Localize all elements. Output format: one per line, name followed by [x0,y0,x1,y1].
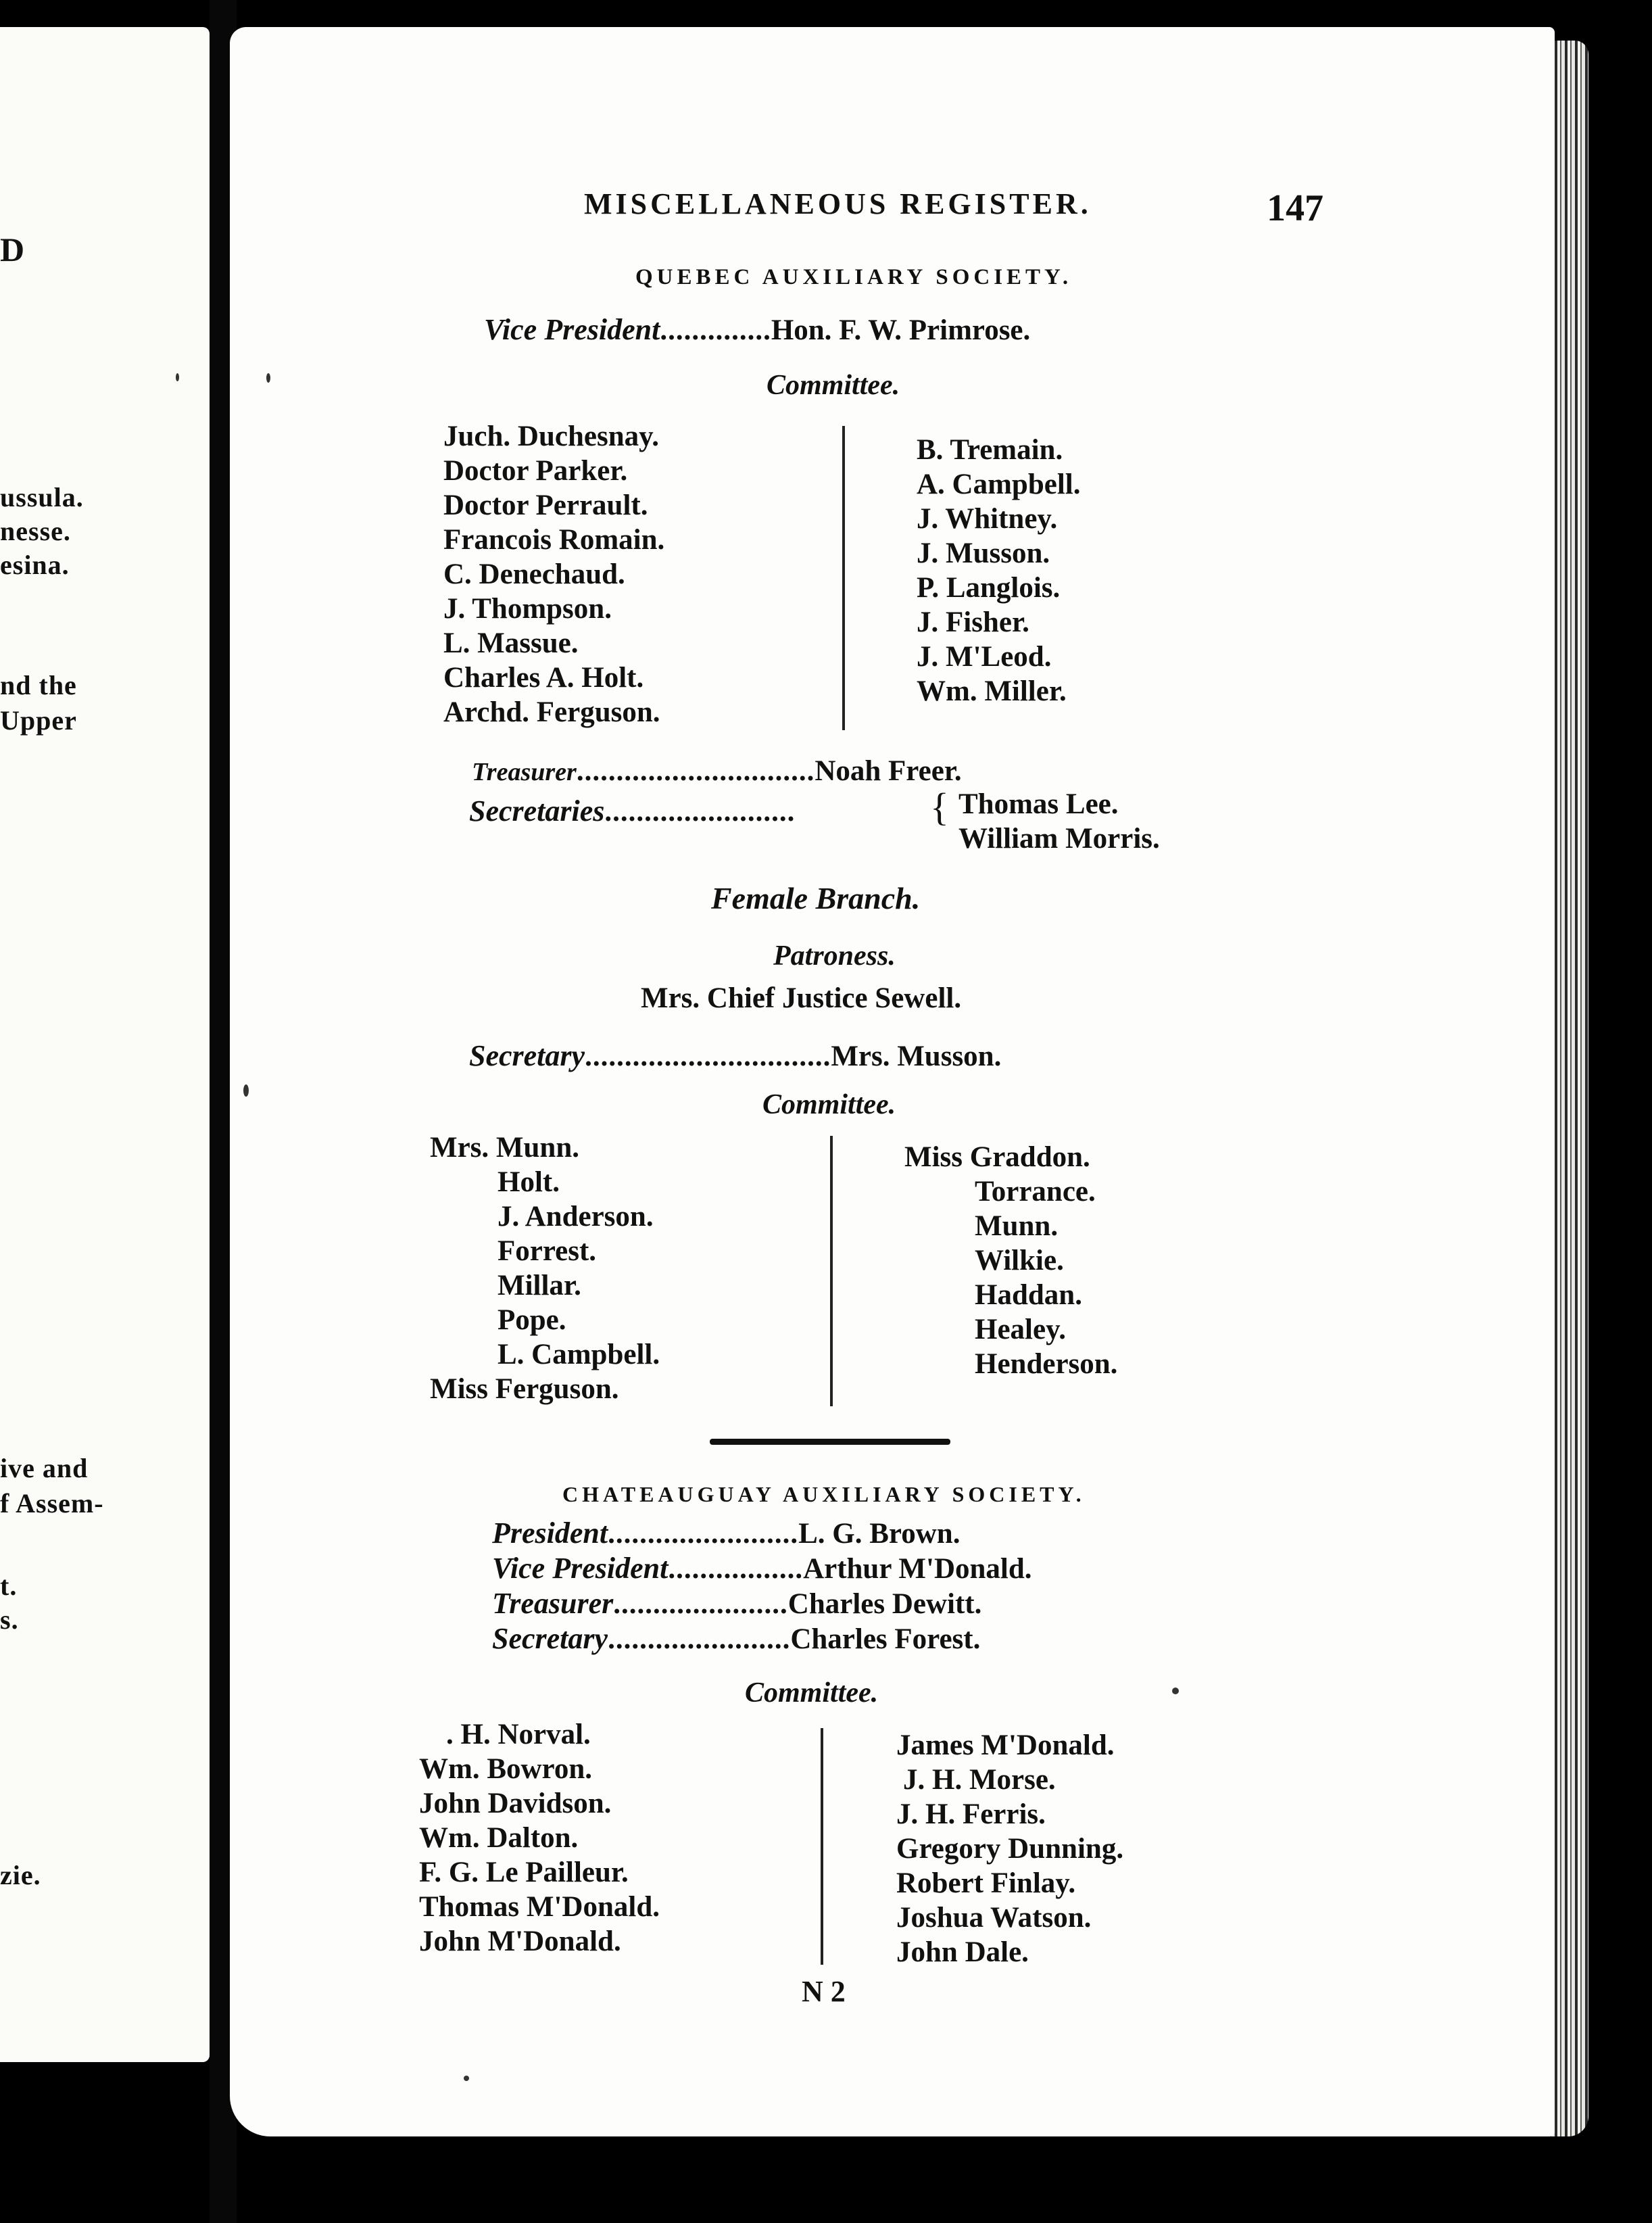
section-separator [710,1439,950,1445]
chateauguay-officer-line [492,1516,960,1550]
committee-member: Healey. [975,1314,1066,1345]
facing-page-text: f Assem- [0,1488,104,1519]
facing-page-text: ive and [0,1453,89,1483]
committee-member: Munn. [975,1210,1059,1242]
officer-label: President [492,1516,608,1550]
officer-name: L. G. Brown. [798,1518,961,1550]
facing-page-text: zie. [0,1860,41,1890]
committee-member: J. Fisher. [917,606,1029,638]
leader-dots: ........................ [604,796,796,828]
committee-member: J. M'Leod. [917,641,1052,673]
facing-page-text: s. [0,1604,19,1635]
committee-member: Mrs. Munn. [430,1132,579,1164]
patroness-name: Mrs. Chief Justice Sewell. [641,982,962,1014]
brace-symbol: { [930,785,949,829]
facing-page-text: nesse. [0,516,71,546]
chateauguay-officer-line [492,1621,980,1656]
committee-member: Pope. [497,1304,566,1336]
leader-dots: ........................ [608,1518,799,1550]
treasurer-label: Treasurer [472,758,577,786]
leader-dots: ....................... [608,1623,791,1655]
committee-member: L. Massue. [443,627,579,659]
officer-name: Arthur M'Donald. [803,1553,1032,1585]
committee-member: James M'Donald. [896,1729,1115,1761]
committee-member: Miss Graddon. [904,1141,1090,1173]
committee-member: J. H. Ferris. [896,1798,1046,1830]
committee-member: J. H. Morse. [903,1764,1056,1796]
leader-dots: ............................... [585,1041,831,1072]
committee-member: Doctor Parker. [443,455,628,487]
quebec-committee-right [917,433,1080,709]
committee-member: Archd. Ferguson. [443,696,660,728]
scan-speck [266,373,270,383]
quebec-society-title: QUEBEC AUXILIARY SOCIETY. [635,265,1073,289]
committee-member: . H. Norval. [446,1719,591,1750]
committee-member: Torrance. [975,1176,1096,1208]
facing-page-fragment [0,27,210,2062]
committee-member: Miss Ferguson. [430,1373,619,1405]
committee-member: Francois Romain. [443,524,665,556]
officer-label: Secretary [492,1622,608,1655]
committee-member: P. Langlois. [917,572,1061,604]
treasurer-name: Noah Freer. [815,755,962,787]
facing-page-text: ussula. [0,482,84,512]
committee-member: Gregory Dunning. [896,1833,1124,1865]
column-divider [842,426,845,730]
committee-member: Doctor Perrault. [443,489,648,521]
committee-member: Henderson. [975,1348,1118,1380]
female-secretary-line [469,1038,1001,1073]
committee-heading: Committee. [745,1677,879,1708]
chateauguay-committee-left [419,1717,660,1959]
leader-dots: ................. [668,1553,804,1585]
committee-member: Thomas M'Donald. [419,1891,660,1923]
committee-member: Wm. Dalton. [419,1822,579,1854]
secretary-name: Thomas Lee. [958,788,1119,820]
facing-page-text: nd the [0,670,77,700]
committee-member: Millar. [497,1270,581,1301]
officer-label: Treasurer [492,1587,614,1620]
secretaries-names [958,787,1160,856]
officer-label: Vice President [492,1552,669,1585]
secretary-label: Secretary [469,1039,585,1072]
facing-page-text: t. [0,1571,18,1601]
scan-speck [243,1084,249,1097]
leader-dots: .............................. [576,755,815,787]
column-divider [830,1136,833,1406]
committee-member: J. Thompson. [443,593,612,625]
committee-member: Charles A. Holt. [443,662,644,694]
committee-member: Juch. Duchesnay. [443,421,659,452]
committee-member: John M'Donald. [419,1926,621,1957]
secretaries-label: Secretaries [469,794,605,828]
committee-member: B. Tremain. [917,434,1063,466]
committee-member: J. Anderson. [497,1201,654,1233]
chateauguay-society-title: CHATEAUGUAY AUXILIARY SOCIETY. [562,1482,1086,1506]
committee-member: Haddan. [975,1279,1082,1311]
leader-dots: .............. [660,314,771,346]
facing-page-text: D [0,231,26,268]
committee-member: L. Campbell. [497,1339,660,1370]
committee-member: J. Whitney. [917,503,1058,535]
committee-member: Wm. Miller. [917,675,1067,707]
committee-heading: Committee. [762,1089,896,1120]
scan-speck [464,2076,469,2081]
committee-member: Holt. [497,1166,560,1198]
committee-member: C. Denechaud. [443,558,625,590]
facing-page-text: esina. [0,550,70,580]
patroness-heading: Patroness. [773,940,896,972]
committee-member: A. Campbell. [917,469,1081,500]
scan-speck [1172,1688,1179,1694]
committee-member: Wilkie. [975,1245,1064,1276]
printer-signature: N 2 [802,1975,846,2008]
female-branch-heading: Female Branch. [711,881,921,915]
quebec-committee-left [443,419,664,730]
page-number: 147 [1267,187,1323,229]
chateauguay-officer-line [492,1551,1032,1585]
quebec-secretaries-line [469,794,795,828]
committee-member: Robert Finlay. [896,1867,1076,1899]
officer-name: Charles Forest. [790,1623,981,1655]
quebec-vice-president-line [484,312,1030,347]
chateauguay-committee-right [896,1728,1123,1969]
column-divider [821,1728,823,1965]
scan-speck [176,373,179,381]
committee-member: F. G. Le Pailleur. [419,1857,629,1888]
running-title: MISCELLANEOUS REGISTER. [584,187,1092,220]
facing-page-text: Upper [0,705,77,736]
committee-member: J. Musson. [917,537,1050,569]
leader-dots: ...................... [613,1588,788,1620]
committee-member: John Davidson. [419,1788,612,1819]
secretary-name: William Morris. [958,823,1160,855]
vice-president-name: Hon. F. W. Primrose. [771,314,1031,346]
committee-heading: Committee. [767,370,900,401]
committee-member: Forrest. [497,1235,597,1267]
committee-member: Wm. Bowron. [419,1753,593,1785]
female-committee-right [904,1140,1117,1381]
officer-name: Charles Dewitt. [787,1588,982,1620]
secretary-name: Mrs. Musson. [831,1041,1002,1072]
chateauguay-officer-line [492,1586,981,1621]
committee-member: Joshua Watson. [896,1902,1092,1934]
female-committee-left [430,1130,660,1406]
vice-president-label: Vice President [484,313,660,346]
committee-member: John Dale. [896,1936,1029,1968]
quebec-treasurer-line [472,755,962,788]
